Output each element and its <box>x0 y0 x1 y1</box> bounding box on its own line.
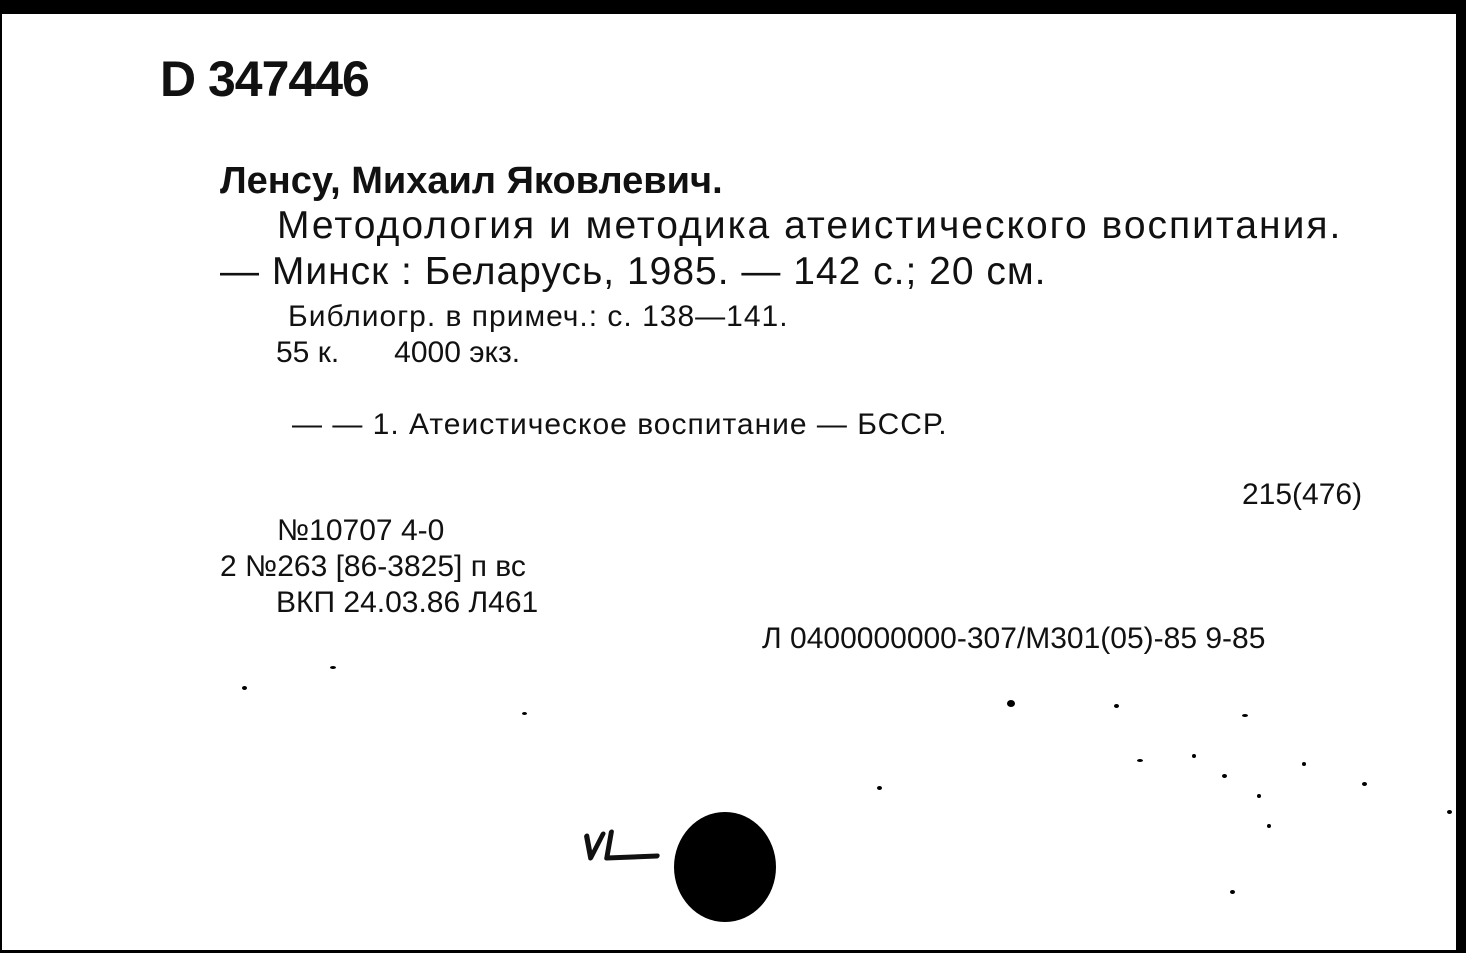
print-run: 4000 экз. <box>394 336 521 369</box>
dust-speck <box>1007 700 1015 707</box>
imprint: — Минск : Беларусь, 1985. — 142 с.; 20 см. <box>220 250 1047 293</box>
price-line <box>276 338 575 368</box>
dust-speck <box>1192 754 1196 758</box>
dust-speck <box>1447 810 1452 814</box>
dust-speck <box>1302 762 1306 766</box>
dust-speck <box>242 686 247 690</box>
call-number: D 347446 <box>160 51 369 107</box>
price: 55 к. <box>276 336 340 369</box>
subject-headings: — — 1. Атеистическое воспитание — БССР. <box>292 408 948 441</box>
publication-info-line2: 2 №263 [86-3825] п вс <box>220 550 526 583</box>
dust-speck <box>330 666 336 669</box>
author-heading: Ленсу, Михаил Яковлевич. <box>220 160 723 202</box>
publication-info-line1: №10707 4-0 <box>277 514 445 547</box>
dust-speck <box>1230 890 1235 894</box>
punch-hole <box>674 812 776 922</box>
classification-index: 215(476) <box>1242 478 1363 511</box>
dust-speck <box>1114 704 1119 708</box>
dust-speck <box>877 786 882 790</box>
dust-speck <box>1137 759 1143 762</box>
dust-speck <box>1362 782 1367 786</box>
catalog-code: Л 0400000000-307/М301(05)-85 9-85 <box>762 622 1266 655</box>
dust-speck <box>1267 824 1271 828</box>
dust-speck <box>1242 714 1248 717</box>
book-title: Методология и методика атеистического воспитания. <box>277 204 1343 247</box>
bibliography-note: Библиогр. в примеч.: с. 138—141. <box>288 300 789 333</box>
publication-info-line3: ВКП 24.03.86 Л461 <box>276 586 539 619</box>
dust-speck <box>1222 774 1227 778</box>
handwritten-mark <box>576 826 675 876</box>
dust-speck <box>1257 794 1261 798</box>
dust-speck <box>522 712 527 715</box>
